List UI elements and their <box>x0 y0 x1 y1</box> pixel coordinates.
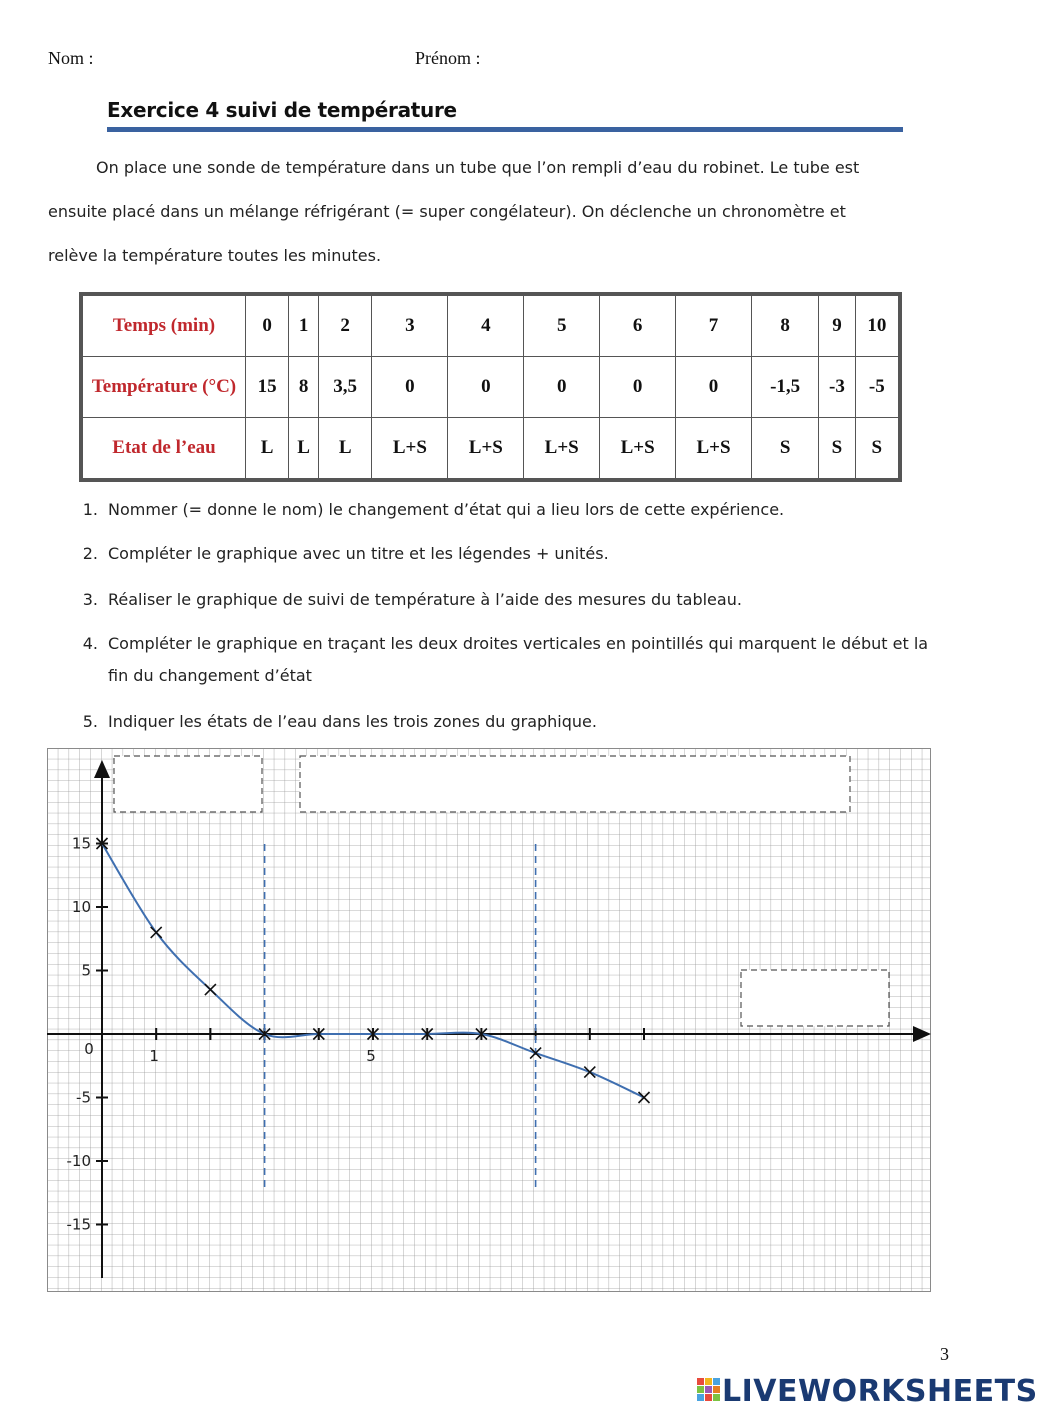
question-number: 2. <box>82 544 98 563</box>
state-cell: L+S <box>524 418 600 479</box>
state-cell: L+S <box>448 418 524 479</box>
origin-label: 0 <box>84 1040 94 1058</box>
state-cell: L <box>289 418 319 479</box>
page-number: 3 <box>940 1344 949 1364</box>
time-cell: 8 <box>751 296 818 357</box>
time-cell: 3 <box>372 296 448 357</box>
temperature-cell: -1,5 <box>751 357 818 418</box>
time-cell: 10 <box>855 296 898 357</box>
state-cell: S <box>751 418 818 479</box>
firstname-label: Prénom : <box>415 48 481 68</box>
table-row-time <box>83 296 899 357</box>
question-number: 3. <box>82 590 98 609</box>
state-answer-box-transition[interactable] <box>300 756 850 812</box>
y-tick-label: -15 <box>66 1215 91 1234</box>
question-5 <box>78 706 958 740</box>
question-number: 4. <box>82 634 98 653</box>
table-row-temperature <box>83 357 899 418</box>
temperature-graph <box>47 748 931 1292</box>
y-tick-label: 5 <box>81 961 91 980</box>
y-tick-label: -10 <box>66 1152 91 1170</box>
state-cell: L+S <box>372 418 448 479</box>
x-tick-label: 5 <box>366 1047 376 1065</box>
y-tick-label: 15 <box>71 834 91 853</box>
liveworksheets-logo-icon <box>697 1378 721 1408</box>
temperature-cell: -5 <box>855 357 898 418</box>
x-tick-label: 1 <box>149 1047 159 1065</box>
temperature-cell: 0 <box>600 357 676 418</box>
temperature-cell: 0 <box>676 357 752 418</box>
temperature-cell: 3,5 <box>318 357 372 418</box>
liveworksheets-brand: LIVEWORKSHEETS <box>722 1374 1038 1409</box>
time-cell: 0 <box>246 296 289 357</box>
state-cell: L <box>318 418 372 479</box>
time-cell: 9 <box>819 296 855 357</box>
temperature-cell: -3 <box>819 357 855 418</box>
time-cell: 2 <box>318 296 372 357</box>
state-cell: L+S <box>676 418 752 479</box>
state-answer-box-liquid[interactable] <box>114 756 262 812</box>
question-text: Réaliser le graphique de suivi de température à l’aide des mesures du tableau. <box>108 590 742 609</box>
title-underline <box>107 127 903 132</box>
question-text: Nommer (= donne le nom) le changement d’état qui a lieu lors de cette expérience. <box>108 500 785 519</box>
name-label: Nom : <box>48 48 94 68</box>
intro-line-2: ensuite placé dans un mélange réfrigérant (= super congélateur). On déclenche un chronomètre et <box>48 202 846 221</box>
question-4 <box>78 628 958 694</box>
time-cell: 5 <box>524 296 600 357</box>
row-header-temperature: Température (°C) <box>83 357 246 418</box>
temperature-cell: 0 <box>524 357 600 418</box>
intro-line-1: On place une sonde de température dans un tube que l’on rempli d’eau du robinet. Le tube est <box>96 158 860 177</box>
question-2 <box>78 538 958 572</box>
state-cell: S <box>855 418 898 479</box>
table-row-state <box>83 418 899 479</box>
question-number: 5. <box>82 712 98 731</box>
state-cell: S <box>819 418 855 479</box>
question-text: Compléter le graphique en traçant les deux droites verticales en pointillés qui marquent le début et la fin du changement d’état <box>108 634 929 685</box>
exercise-title: Exercice 4 suivi de température <box>107 98 457 122</box>
temperature-cell: 0 <box>448 357 524 418</box>
intro-line-3: relève la température toutes les minutes. <box>48 246 382 265</box>
y-tick-label: 10 <box>71 898 91 916</box>
state-answer-box-solid[interactable] <box>741 970 889 1026</box>
state-cell: L+S <box>600 418 676 479</box>
row-header-time: Temps (min) <box>83 296 246 357</box>
time-cell: 4 <box>448 296 524 357</box>
state-cell: L <box>246 418 289 479</box>
question-number: 1. <box>82 500 98 519</box>
question-text: Indiquer les états de l’eau dans les trois zones du graphique. <box>108 712 597 731</box>
question-1 <box>78 494 958 528</box>
temperature-cell: 15 <box>246 357 289 418</box>
time-cell: 1 <box>289 296 319 357</box>
temperature-cell: 8 <box>289 357 319 418</box>
row-header-state: Etat de l’eau <box>83 418 246 479</box>
question-3 <box>78 584 958 618</box>
y-tick-label: -5 <box>76 1088 91 1107</box>
time-cell: 7 <box>676 296 752 357</box>
time-cell: 6 <box>600 296 676 357</box>
question-text: Compléter le graphique avec un titre et les légendes + unités. <box>108 544 609 563</box>
measurement-table <box>79 292 902 482</box>
temperature-cell: 0 <box>372 357 448 418</box>
